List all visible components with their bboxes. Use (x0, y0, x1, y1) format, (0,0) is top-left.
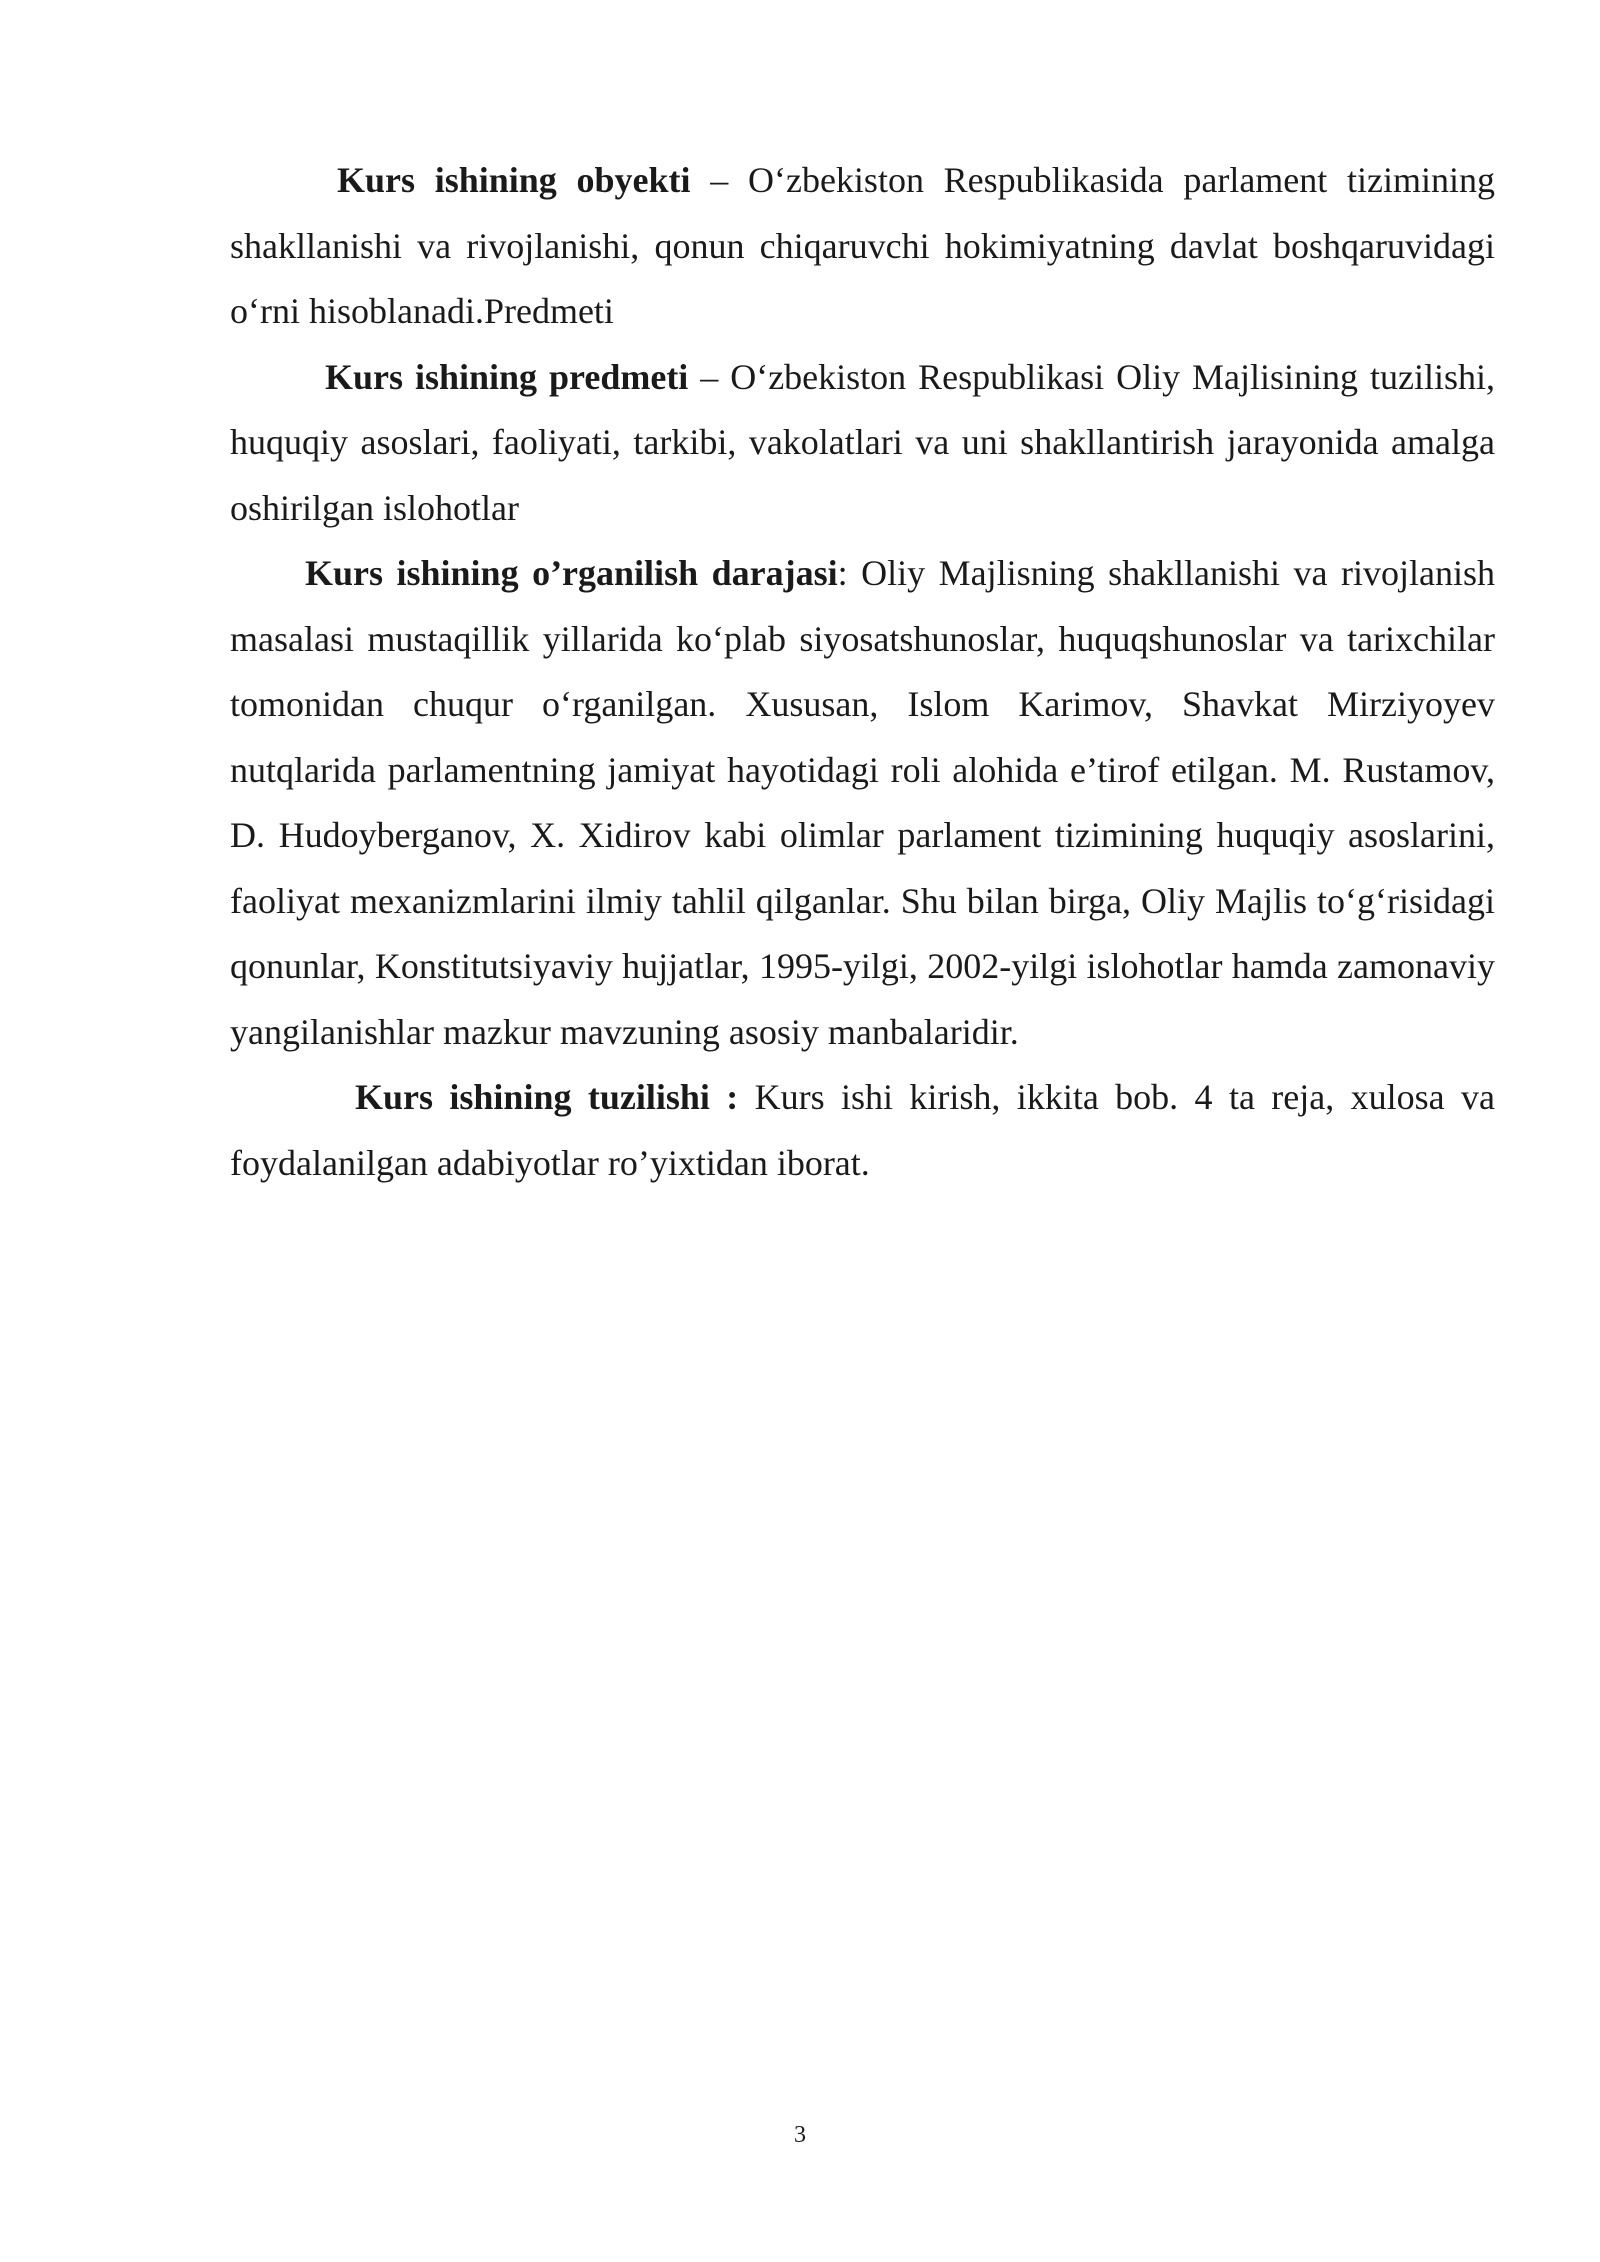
paragraph-text-organilish-darajasi: : Oliy Majlisning shakllanishi va rivojlanish masalasi mustaqillik yillarida ko‘plab siyosatshunoslar, huquqshunoslar va tarixchilar tomonidan chuqur o‘rganilgan. Xususan, Islom Karimov, Shavkat Mirziyoyev nutqlarida parlamentning jamiyat hayotidagi roli alohida e’tirof etilgan. M. Rustamov, D. Hudoyberganov, X. Xidirov kabi olimlar parlament tizimining huquqiy asoslarini, faoliyat mexanizmlarini ilmiy tahlil qilganlar. Shu bilan birga, Oliy Majlis to‘g‘risidagi qonunlar, Konstitutsiyaviy hujjatlar, 1995-yilgi, 2002-yilgi islohotlar hamda zamonaviy yangilanishlar mazkur mavzuning asosiy manbalaridir. (230, 553, 1495, 1052)
paragraph-obyekti (230, 148, 1495, 345)
paragraph-organilish-darajasi (230, 541, 1495, 1065)
paragraph-heading-organilish-darajasi: Kurs ishining o’rganilish darajasi (305, 553, 838, 593)
paragraph-text-predmeti: – O‘zbekiston Respublikasi Oliy Majlisining tuzilishi, huquqiy asoslari, faoliyati, tarkibi, vakolatlari va uni shakllantirish jarayonida amalga oshirilgan islohotlar (230, 356, 1495, 528)
page-number: 3 (794, 2122, 806, 2148)
paragraph-heading-tuzilishi: Kurs ishining tuzilishi : (355, 1077, 739, 1117)
paragraph-text-obyekti: – O‘zbekiston Respublikasida parlament tizimining shakllanishi va rivojlanishi, qonun chiqaruvchi hokimiyatning davlat boshqaruvidagi o‘rni hisoblanadi.Predmeti (230, 160, 1495, 331)
paragraph-heading-obyekti: Kurs ishining obyekti (337, 160, 691, 200)
paragraph-text-tuzilishi: Kurs ishi kirish, ikkita bob. 4 ta reja, xulosa va foydalanilgan adabiyotlar ro’yixtidan iborat. (230, 1077, 1495, 1183)
paragraph-heading-predmeti: Kurs ishining predmeti (325, 356, 689, 397)
paragraph-tuzilishi (230, 1065, 1495, 1196)
document-body (230, 148, 1495, 1196)
paragraph-predmeti (230, 345, 1495, 542)
